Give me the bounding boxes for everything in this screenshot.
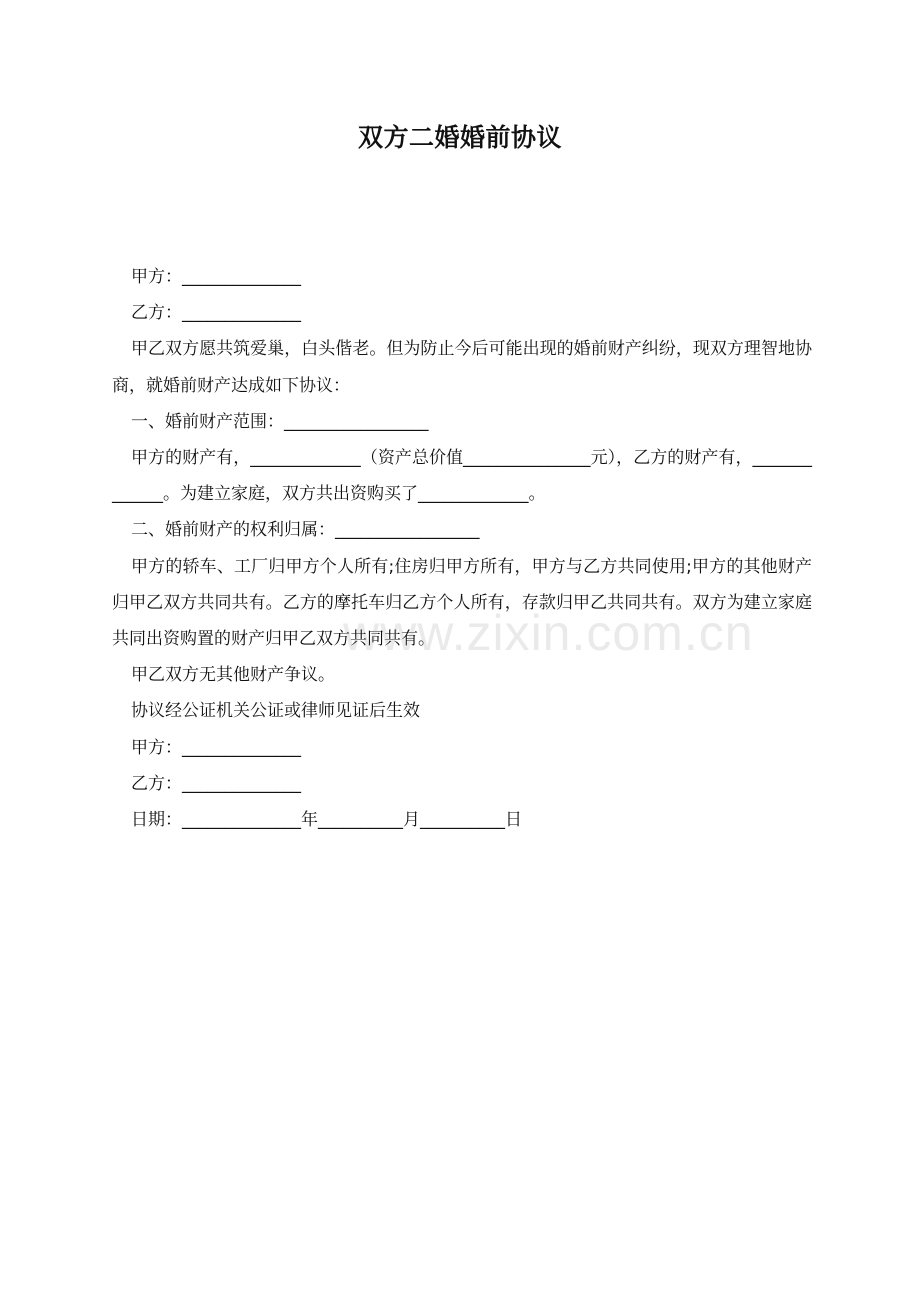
intro-paragraph: 甲乙双方愿共筑爱巢，白头偕老。但为防止今后可能出现的婚前财产纠纷，现双方理智地协商，就婚前财产达成如下协议： [112,339,812,396]
watermark-text: www.zixin.com.cn [343,605,754,661]
section-two-heading: 二、婚前财产的权利归属：_________________ [131,520,480,541]
document-body [112,259,812,838]
document-title: 双方二婚婚前协议 [357,123,562,152]
effective-line: 协议经公证机关公证或律师见证后生效 [131,701,420,722]
section-one-heading: 一、婚前财产范围：_________________ [131,411,429,432]
party-a-line: 甲方：______________ [131,267,301,287]
ownership-paragraph: 甲方的轿车、工厂归甲方个人所有;住房归甲方所有，甲方与乙方共同使用;甲方的其他财产归甲乙双方共同共有。乙方的摩托车归乙方个人所有，存款归甲乙共同共有。双方为建立家庭共同出资购置的财产归甲乙双方共同共有。 [112,556,812,650]
no-dispute-line: 甲乙双方无其他财产争议。 [131,665,335,686]
signature-party-b: 乙方：______________ [131,773,301,794]
signature-party-a: 甲方：______________ [131,737,301,758]
property-paragraph: 甲方的财产有，_____________（资产总价值_______________元），乙方的财产有，_____________。为建立家庭，双方共出资购买了_____________。 [112,448,812,505]
party-b-line: 乙方：______________ [131,303,301,324]
date-line: 日期：______________年__________月__________日 [131,810,522,831]
